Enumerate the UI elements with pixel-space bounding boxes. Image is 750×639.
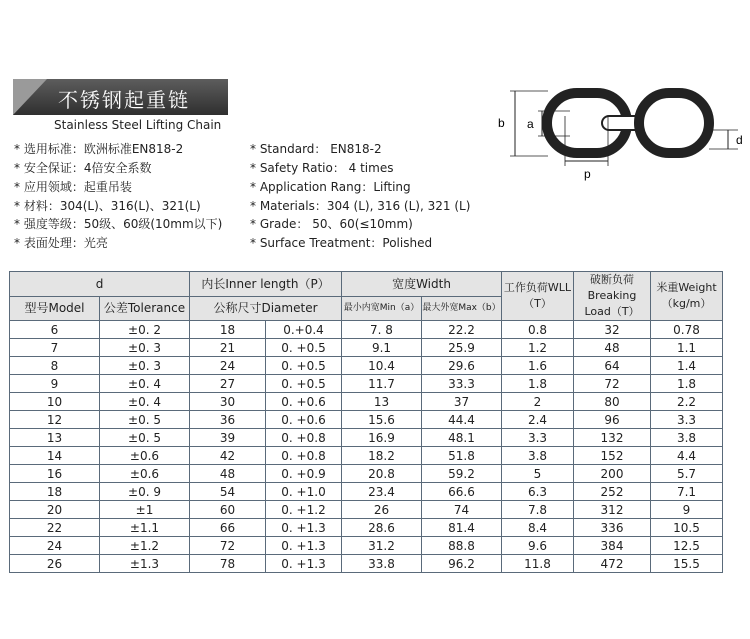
cell-weight: 1.1 — [651, 339, 723, 357]
cell-length-tolerance: 0. +0.5 — [266, 375, 342, 393]
cell-wll: 5 — [502, 465, 574, 483]
cell-breaking-load: 252 — [574, 483, 651, 501]
cell-tolerance: ±0. 5 — [100, 429, 190, 447]
table-row — [10, 555, 723, 573]
cell-weight: 7.1 — [651, 483, 723, 501]
header-max-width: 最大外宽Max（b） — [422, 296, 502, 321]
cell-length: 42 — [190, 447, 266, 465]
cell-length-tolerance: 0. +0.9 — [266, 465, 342, 483]
cell-min-width: 33.8 — [342, 555, 422, 573]
cell-max-width: 81.4 — [422, 519, 502, 537]
cell-wll: 1.2 — [502, 339, 574, 357]
cell-weight: 0.78 — [651, 321, 723, 339]
label-d: d — [736, 133, 743, 147]
spec-cn-material: * 材料：304(L)、316(L)、321(L) — [14, 199, 201, 213]
cell-tolerance: ±0.6 — [100, 447, 190, 465]
header-weight: 米重Weight（kg/m） — [651, 272, 723, 321]
cell-wll: 1.8 — [502, 375, 574, 393]
cell-wll: 3.3 — [502, 429, 574, 447]
cell-length: 54 — [190, 483, 266, 501]
table-row — [10, 537, 723, 555]
table-row — [10, 375, 723, 393]
cell-min-width: 13 — [342, 393, 422, 411]
chain-link-diagram — [490, 86, 745, 186]
spec-en-safety: * Safety Ratio： 4 times — [250, 161, 394, 175]
label-p: p — [584, 167, 591, 181]
header-diameter: 公称尺寸Diameter — [190, 296, 342, 321]
spec-cn-application: * 应用领域：起重吊装 — [14, 180, 132, 194]
cell-max-width: 37 — [422, 393, 502, 411]
cell-tolerance: ±0. 4 — [100, 393, 190, 411]
spec-table — [9, 271, 723, 573]
cell-breaking-load: 472 — [574, 555, 651, 573]
cell-max-width: 96.2 — [422, 555, 502, 573]
cell-model: 16 — [10, 465, 100, 483]
cell-model: 9 — [10, 375, 100, 393]
cell-wll: 0.8 — [502, 321, 574, 339]
header-breaking-load: 破断负荷Breaking Load（T） — [574, 272, 651, 321]
cell-length-tolerance: 0. +1.2 — [266, 501, 342, 519]
cell-wll: 2 — [502, 393, 574, 411]
cell-wll: 11.8 — [502, 555, 574, 573]
cell-tolerance: ±0.6 — [100, 465, 190, 483]
header-width: 宽度Width — [342, 272, 502, 297]
cell-length-tolerance: 0. +0.5 — [266, 339, 342, 357]
cell-model: 24 — [10, 537, 100, 555]
cell-model: 20 — [10, 501, 100, 519]
table-row — [10, 465, 723, 483]
cell-length: 30 — [190, 393, 266, 411]
cell-max-width: 22.2 — [422, 321, 502, 339]
cell-breaking-load: 312 — [574, 501, 651, 519]
cell-length: 24 — [190, 357, 266, 375]
cell-weight: 9 — [651, 501, 723, 519]
cell-length-tolerance: 0. +0.6 — [266, 411, 342, 429]
table-row — [10, 501, 723, 519]
cell-model: 7 — [10, 339, 100, 357]
cell-length-tolerance: 0. +0.5 — [266, 357, 342, 375]
cell-min-width: 15.6 — [342, 411, 422, 429]
cell-weight: 5.7 — [651, 465, 723, 483]
cell-breaking-load: 152 — [574, 447, 651, 465]
cell-breaking-load: 96 — [574, 411, 651, 429]
spec-en-standard: * Standard： EN818-2 — [250, 142, 382, 156]
chain-link-3 — [639, 93, 709, 153]
cell-length: 72 — [190, 537, 266, 555]
cell-length: 27 — [190, 375, 266, 393]
cell-breaking-load: 384 — [574, 537, 651, 555]
cell-tolerance: ±1.3 — [100, 555, 190, 573]
cell-length: 78 — [190, 555, 266, 573]
cell-max-width: 33.3 — [422, 375, 502, 393]
cell-breaking-load: 80 — [574, 393, 651, 411]
header-model: 型号Model — [10, 296, 100, 321]
cell-max-width: 66.6 — [422, 483, 502, 501]
cell-tolerance: ±0. 4 — [100, 375, 190, 393]
cell-breaking-load: 72 — [574, 375, 651, 393]
cell-max-width: 74 — [422, 501, 502, 519]
spec-cn-standard: * 选用标准：欧洲标准EN818-2 — [14, 142, 184, 156]
cell-max-width: 88.8 — [422, 537, 502, 555]
spec-en-material: * Materials：304 (L), 316 (L), 321 (L) — [250, 199, 471, 213]
cell-min-width: 28.6 — [342, 519, 422, 537]
cell-wll: 8.4 — [502, 519, 574, 537]
table-row — [10, 447, 723, 465]
header-tolerance: 公差Tolerance — [100, 296, 190, 321]
cell-weight: 4.4 — [651, 447, 723, 465]
cell-length: 48 — [190, 465, 266, 483]
cell-weight: 12.5 — [651, 537, 723, 555]
cell-wll: 3.8 — [502, 447, 574, 465]
cell-model: 10 — [10, 393, 100, 411]
cell-weight: 2.2 — [651, 393, 723, 411]
cell-length-tolerance: 0. +0.6 — [266, 393, 342, 411]
cell-length: 66 — [190, 519, 266, 537]
spec-cn-grade: * 强度等级：50级、60级(10mm以下) — [14, 217, 223, 231]
cell-max-width: 51.8 — [422, 447, 502, 465]
cell-weight: 3.8 — [651, 429, 723, 447]
cell-max-width: 48.1 — [422, 429, 502, 447]
cell-model: 22 — [10, 519, 100, 537]
header-min-width: 最小内宽Min（a） — [342, 296, 422, 321]
cell-weight: 10.5 — [651, 519, 723, 537]
cell-length: 18 — [190, 321, 266, 339]
cell-breaking-load: 336 — [574, 519, 651, 537]
header-inner-length: 内长Inner length（P） — [190, 272, 342, 297]
table-body — [10, 321, 723, 573]
spec-cn-surface: * 表面处理：光亮 — [14, 236, 108, 250]
cell-tolerance: ±0. 3 — [100, 357, 190, 375]
cell-model: 26 — [10, 555, 100, 573]
cell-model: 8 — [10, 357, 100, 375]
label-a: a — [527, 117, 534, 131]
cell-tolerance: ±0. 2 — [100, 321, 190, 339]
cell-min-width: 20.8 — [342, 465, 422, 483]
page-subtitle: Stainless Steel Lifting Chain — [54, 118, 222, 132]
cell-weight: 1.8 — [651, 375, 723, 393]
cell-min-width: 31.2 — [342, 537, 422, 555]
cell-max-width: 59.2 — [422, 465, 502, 483]
table-row — [10, 357, 723, 375]
table-row — [10, 429, 723, 447]
cell-tolerance: ±0. 5 — [100, 411, 190, 429]
cell-min-width: 7. 8 — [342, 321, 422, 339]
table-row — [10, 393, 723, 411]
cell-tolerance: ±0. 3 — [100, 339, 190, 357]
spec-en-surface: * Surface Treatment：Polished — [250, 236, 433, 250]
cell-weight: 1.4 — [651, 357, 723, 375]
cell-model: 6 — [10, 321, 100, 339]
cell-tolerance: ±0. 9 — [100, 483, 190, 501]
cell-weight: 15.5 — [651, 555, 723, 573]
spec-cn-safety: * 安全保证：4倍安全系数 — [14, 161, 152, 175]
cell-breaking-load: 64 — [574, 357, 651, 375]
cell-wll: 2.4 — [502, 411, 574, 429]
banner-accent — [13, 79, 47, 115]
cell-wll: 9.6 — [502, 537, 574, 555]
header-wll: 工作负荷WLL（T） — [502, 272, 574, 321]
cell-min-width: 18.2 — [342, 447, 422, 465]
label-b: b — [498, 116, 505, 130]
cell-length-tolerance: 0. +1.0 — [266, 483, 342, 501]
cell-wll: 7.8 — [502, 501, 574, 519]
cell-min-width: 11.7 — [342, 375, 422, 393]
cell-wll: 6.3 — [502, 483, 574, 501]
cell-min-width: 16.9 — [342, 429, 422, 447]
cell-tolerance: ±1.2 — [100, 537, 190, 555]
cell-tolerance: ±1 — [100, 501, 190, 519]
cell-min-width: 26 — [342, 501, 422, 519]
table-row — [10, 339, 723, 357]
cell-model: 13 — [10, 429, 100, 447]
cell-length: 39 — [190, 429, 266, 447]
cell-weight: 3.3 — [651, 411, 723, 429]
cell-min-width: 9.1 — [342, 339, 422, 357]
cell-min-width: 10.4 — [342, 357, 422, 375]
spec-en-application: * Application Rang：Lifting — [250, 180, 411, 194]
cell-max-width: 29.6 — [422, 357, 502, 375]
cell-length-tolerance: 0. +1.3 — [266, 537, 342, 555]
cell-length: 36 — [190, 411, 266, 429]
cell-wll: 1.6 — [502, 357, 574, 375]
table-row — [10, 321, 723, 339]
cell-model: 12 — [10, 411, 100, 429]
cell-length-tolerance: 0.+0.4 — [266, 321, 342, 339]
cell-length-tolerance: 0. +0.8 — [266, 447, 342, 465]
cell-length-tolerance: 0. +1.3 — [266, 519, 342, 537]
cell-breaking-load: 200 — [574, 465, 651, 483]
spec-en-grade: * Grade： 50、60(≤10mm) — [250, 217, 413, 231]
cell-model: 18 — [10, 483, 100, 501]
cell-breaking-load: 32 — [574, 321, 651, 339]
cell-length-tolerance: 0. +0.8 — [266, 429, 342, 447]
header-d: d — [10, 272, 190, 297]
cell-model: 14 — [10, 447, 100, 465]
cell-length: 60 — [190, 501, 266, 519]
page-title: 不锈钢起重链 — [58, 88, 190, 112]
cell-min-width: 23.4 — [342, 483, 422, 501]
cell-breaking-load: 132 — [574, 429, 651, 447]
cell-length-tolerance: 0. +1.3 — [266, 555, 342, 573]
table-row — [10, 483, 723, 501]
cell-breaking-load: 48 — [574, 339, 651, 357]
cell-max-width: 25.9 — [422, 339, 502, 357]
cell-max-width: 44.4 — [422, 411, 502, 429]
table-row — [10, 519, 723, 537]
table-row — [10, 411, 723, 429]
cell-length: 21 — [190, 339, 266, 357]
cell-tolerance: ±1.1 — [100, 519, 190, 537]
